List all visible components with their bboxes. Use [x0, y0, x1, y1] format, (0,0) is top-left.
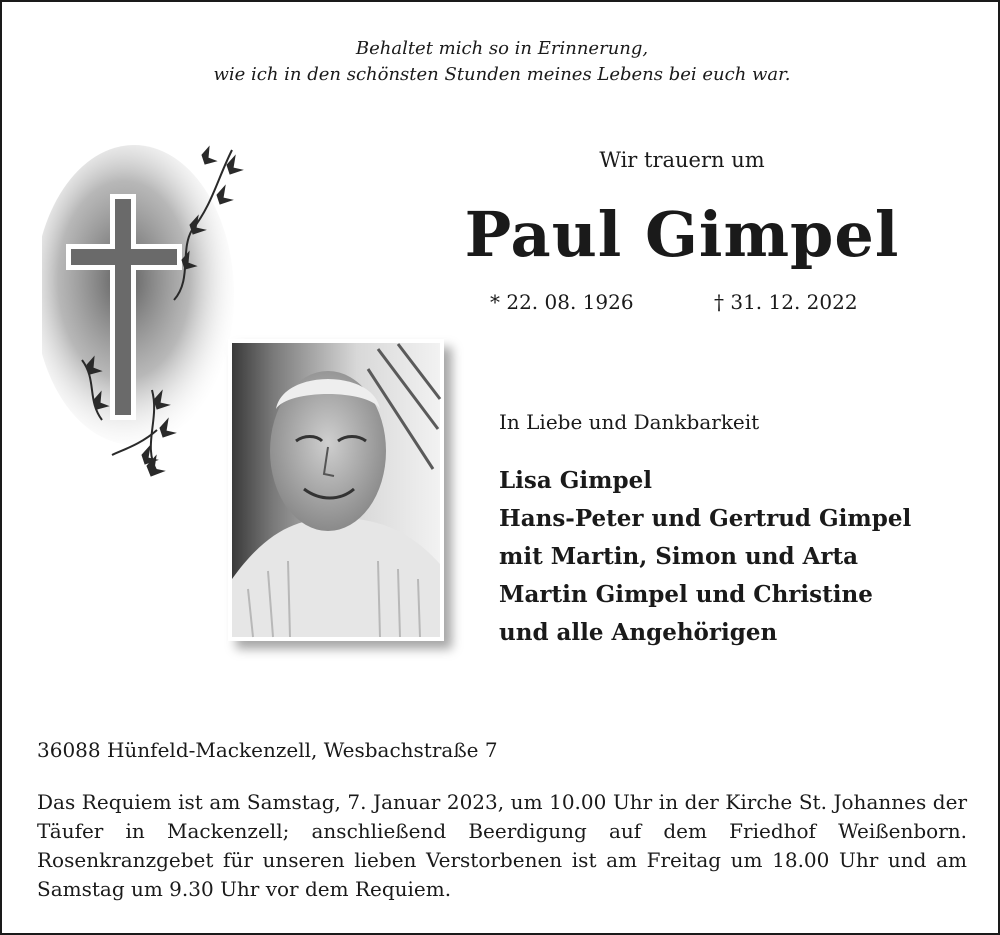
death-date: † 31. 12. 2022: [714, 290, 858, 314]
service-details: Das Requiem ist am Samstag, 7. Januar 2023, um 10.00 Uhr in der Kirche St. Johannes der Täufer in Mackenzell; anschließend Beerdigung auf dem Friedhof Weißenborn. Rosenkranzgebet für unseren lieben Verstorbenen ist am Freitag um 18.00 Uhr und am Samstag um 9.30 Uhr vor dem Requiem.: [37, 790, 967, 901]
mourner-name: Hans-Peter und Gertrud Gimpel: [499, 505, 912, 532]
portrait-photo: [228, 339, 444, 641]
motto-line-1: Behaltet mich so in Erinnerung,: [355, 38, 649, 59]
birth-date: * 22. 08. 1926: [490, 290, 634, 314]
motto-quote: [2, 36, 1000, 88]
mourners-intro: In Liebe und Dankbarkeit: [499, 410, 760, 434]
mourners-list: [499, 462, 911, 652]
mourner-name: mit Martin, Simon und Arta: [499, 543, 859, 570]
cross-glow: [42, 145, 234, 445]
mourning-intro: Wir trauern um: [599, 148, 765, 172]
mourner-name: Martin Gimpel und Christine: [499, 581, 873, 608]
mourner-name: Lisa Gimpel: [499, 467, 652, 494]
cross-with-ivy: [42, 110, 252, 490]
deceased-name: Paul Gimpel: [464, 198, 900, 271]
family-address: 36088 Hünfeld-Mackenzell, Wesbachstraße 7: [37, 738, 498, 762]
mourner-name: und alle Angehörigen: [499, 619, 778, 646]
motto-line-2: wie ich in den schönsten Stunden meines Lebens bei euch war.: [213, 64, 791, 85]
